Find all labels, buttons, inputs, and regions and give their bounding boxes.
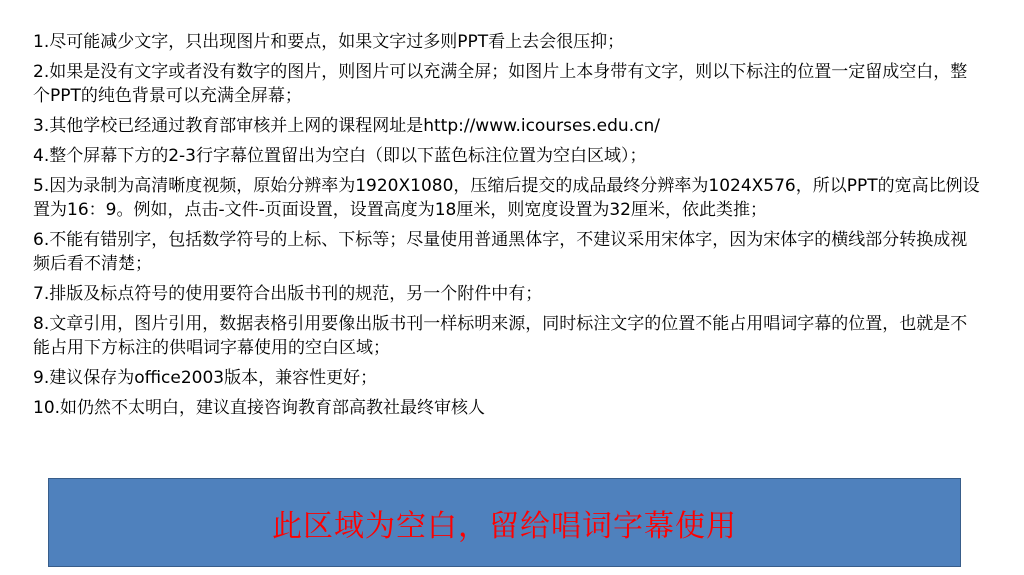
guideline-item-10: 10.如仍然不太明白，建议直接咨询教育部高教社最终审核人 xyxy=(33,398,486,418)
guideline-item-3: 3.其他学校已经通过教育部审核并上网的课程网址是http://www.icourses.edu.cn/ xyxy=(33,116,660,136)
guideline-item-7: 7.排版及标点符号的使用要符合出版书刊的规范，另一个附件中有； xyxy=(33,284,543,304)
guideline-item-1: 1.尽可能减少文字，只出现图片和要点，如果文字过多则PPT看上去会很压抑； xyxy=(33,32,625,52)
subtitle-reserved-label: 此区域为空白，留给唱词字幕使用 xyxy=(272,508,737,544)
guideline-item-2: 2.如果是没有文字或者没有数字的图片，则图片可以充满全屏；如图片上本身带有文字，则以下标注的位置一定留成空白，整个PPT的纯色背景可以充满全屏幕； xyxy=(33,62,968,106)
guideline-list xyxy=(33,30,983,426)
guideline-item-6: 6.不能有错别字，包括数学符号的上标、下标等；尽量使用普通黑体字，不建议采用宋体字，因为宋体字的横线部分转换成视频后看不清楚； xyxy=(33,230,968,274)
guideline-item-5: 5.因为录制为高清晰度视频，原始分辨率为1920X1080，压缩后提交的成品最终分辨率为1024X576，所以PPT的宽高比例设置为16：9。例如，点击-文件-页面设置，设置高度为18厘米，则宽度设置为32厘米，依此类推； xyxy=(33,176,980,220)
guideline-item-8: 8.文章引用，图片引用，数据表格引用要像出版书刊一样标明来源，同时标注文字的位置不能占用唱词字幕的位置，也就是不能占用下方标注的供唱词字幕使用的空白区域； xyxy=(33,314,968,358)
guideline-item-4: 4.整个屏幕下方的2-3行字幕位置留出为空白（即以下蓝色标注位置为空白区域）； xyxy=(33,146,647,166)
guideline-item-9: 9.建议保存为office2003版本，兼容性更好； xyxy=(33,368,378,388)
subtitle-reserved-area xyxy=(48,478,961,567)
